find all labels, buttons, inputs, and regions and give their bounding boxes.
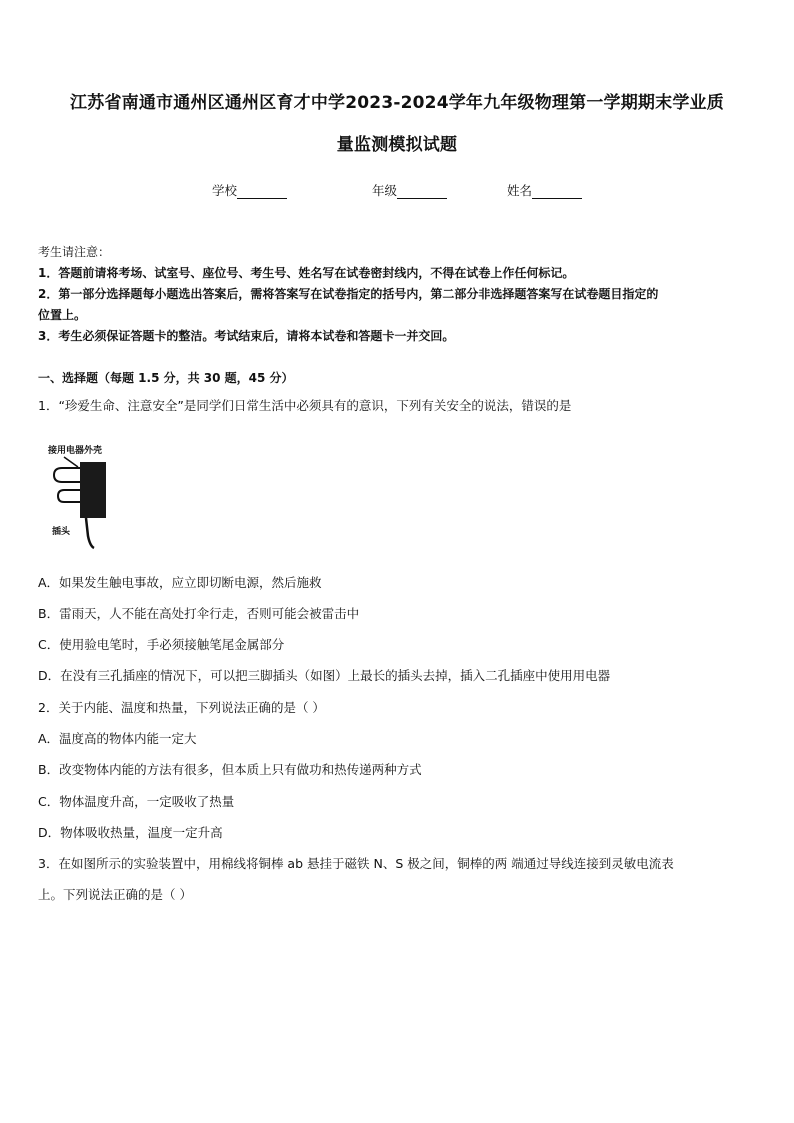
name-field: [507, 181, 582, 199]
q3-stem-line2: 上。下列说法正确的是（ ）: [38, 887, 192, 902]
notice-item-1: 1．答题前请将考场、试室号、座位号、考生号、姓名写在试卷密封线内，不得在试卷上作任何标记。: [38, 266, 575, 280]
grade-label: 年级: [372, 183, 398, 198]
q2-option-b: B．改变物体内能的方法有很多，但本质上只有做功和热传递两种方式: [38, 762, 422, 777]
student-info-row: [0, 181, 794, 201]
school-label: 学校: [212, 183, 238, 198]
plug-cable: [86, 518, 94, 548]
q2-option-d: D．物体吸收热量，温度一定升高: [38, 825, 223, 840]
name-label: 姓名: [507, 183, 533, 198]
plug-drawing: [46, 440, 126, 552]
notice-heading: 考生请注意：: [38, 245, 111, 259]
grade-blank: [397, 184, 447, 199]
q2-option-c: C．物体温度升高，一定吸收了热量: [38, 794, 235, 809]
q2-stem: 2．关于内能、温度和热量，下列说法正确的是（ ）: [38, 700, 325, 715]
section-heading: 一、选择题（每题 1.5 分，共 30 题，45 分）: [38, 371, 294, 385]
q2-option-a: A．温度高的物体内能一定大: [38, 731, 197, 746]
q3-stem-line1: 3．在如图所示的实验装置中，用棉线将铜棒 ab 悬挂于磁铁 N、S 极之间，铜棒的两 端通过导线连接到灵敏电流表: [38, 856, 674, 871]
q1-option-b: B．雷雨天，人不能在高处打伞行走，否则可能会被雷击中: [38, 606, 360, 621]
q1-option-a: A．如果发生触电事故，应立即切断电源，然后施救: [38, 575, 322, 590]
notice-item-2-cont: 位置上。: [38, 308, 87, 322]
three-pin-plug-figure: [46, 440, 126, 552]
long-pin: [54, 468, 81, 482]
exam-title-line2: 量监测模拟试题: [336, 135, 458, 155]
plug-body: [80, 462, 106, 518]
q1-stem: 1．“珍爱生命、注意安全”是同学们日常生活中必须具有的意识，下列有关安全的说法，错误的是: [38, 398, 572, 413]
exam-title-line1: 江苏省南通市通州区通州区育才中学2023-2024学年九年级物理第一学期期末学业质: [70, 93, 724, 113]
figure-label-bottom: 插头: [52, 527, 71, 537]
notice-item-3: 3．考生必须保证答题卡的整洁。考试结束后，请将本试卷和答题卡一并交回。: [38, 329, 455, 343]
q1-option-c: C．使用验电笔时，手必须接触笔尾金属部分: [38, 637, 285, 652]
school-field: [212, 181, 287, 199]
name-blank: [532, 184, 582, 199]
notice-block: [38, 242, 762, 347]
short-pin: [58, 490, 81, 502]
grade-field: [372, 181, 447, 199]
figure-label-top: 接用电器外壳: [48, 446, 103, 456]
school-blank: [237, 184, 287, 199]
label-arrow-line: [64, 457, 78, 467]
q1-option-d: D．在没有三孔插座的情况下，可以把三脚插头（如图）上最长的插头去掉，插入二孔插座中使用用电器: [38, 668, 611, 683]
notice-item-2: 2．第一部分选择题每小题选出答案后，需将答案写在试卷指定的括号内，第二部分非选择题答案写在试卷题目指定的: [38, 287, 659, 301]
